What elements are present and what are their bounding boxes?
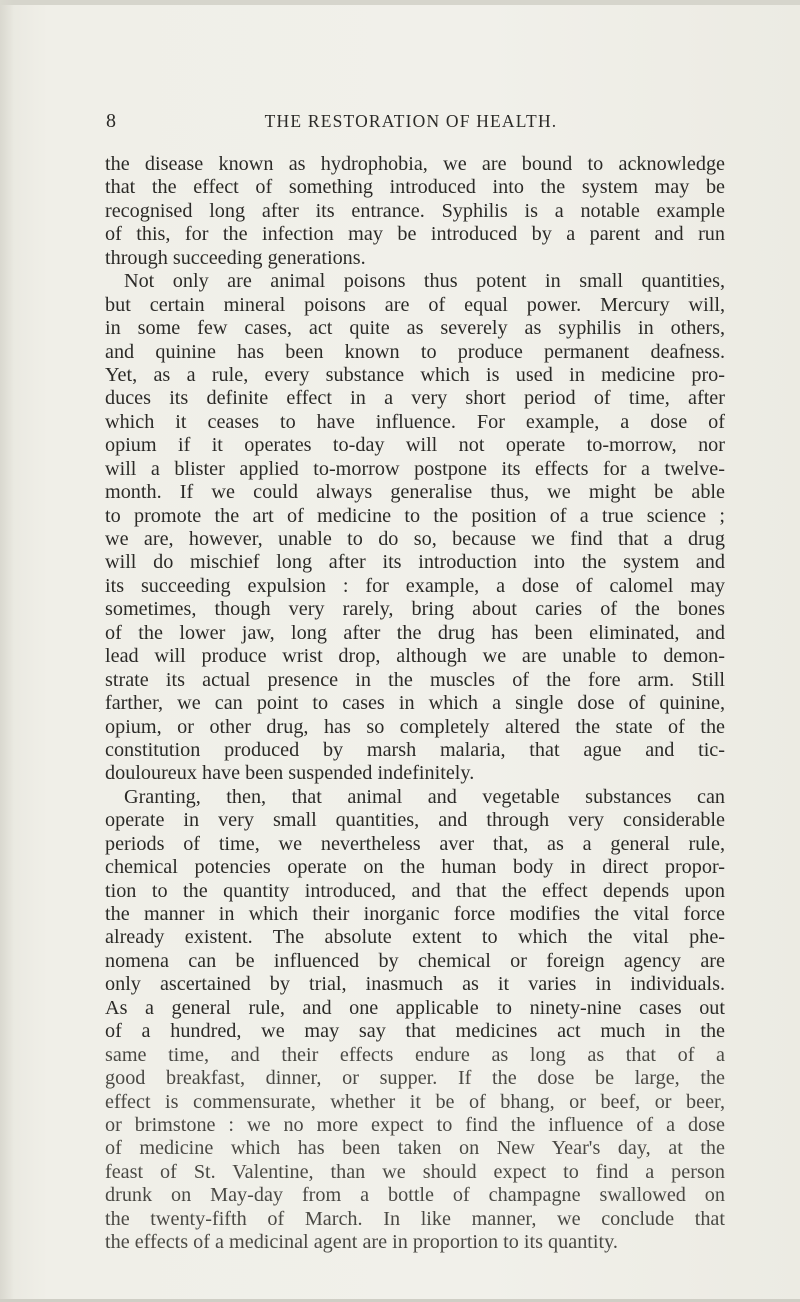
text-line: tion to the quantity introduced, and that the effect depends upon [105,879,725,902]
text-line: in some few cases, act quite as severely as syphilis in others, [105,317,725,340]
text-line: opium if it operates to-day will not operate to-morrow, nor [105,434,725,457]
text-line: periods of time, we nevertheless aver that, as a general rule, [105,832,725,855]
text-line: farther, we can point to cases in which a single dose of quinine, [105,692,725,715]
text-line: but certain mineral poisons are of equal power. Mercury will, [105,293,725,316]
text-line: the manner in which their inorganic force modifies the vital force [105,903,725,925]
text-line: Not only are animal poisons thus potent in small quantities, [124,270,725,293]
text-line: month. If we could always generalise thus, we might be able [105,481,725,504]
text-line: Granting, then, that animal and vegetable substances can [124,785,725,808]
running-head: THE RESTORATION OF HEALTH. [264,111,558,131]
text-line: will do mischief long after its introduction into the system and [105,551,725,574]
page-number: 8 [106,110,117,132]
text-line: of the lower jaw, long after the drug has been eliminated, and [105,621,725,644]
top-page-edge [0,0,800,5]
text-line: chemical potencies operate on the human body in direct propor- [105,856,725,879]
text-line: lead will produce wrist drop, although we are unable to demon- [105,645,725,668]
text-line: sometimes, though very rarely, bring about caries of the bones [105,598,725,621]
text-line: already existent. The absolute extent to which the vital phe- [105,926,725,949]
text-line: nomena can be influenced by chemical or foreign agency are [105,949,725,972]
text-line: to promote the art of medicine to the position of a true science ; [105,504,725,527]
text-line: operate in very small quantities, and through very considerable [105,809,725,832]
text-line: Yet, as a rule, every substance which is used in medicine pro- [105,363,725,386]
gutter-shadow [0,0,14,1302]
page-header [106,110,716,134]
text-line: recognised long after its entrance. Syphilis is a notable example [105,199,725,222]
text-line: through succeeding generations. [105,246,366,269]
text-line: we are, however, unable to do so, because we find that a drug [105,528,725,550]
text-line: feast of St. Valentine, than we should expect to find a person [105,1160,725,1183]
text-line: drunk on May-day from a bottle of champagne swallowed on [105,1184,725,1207]
text-line: good breakfast, dinner, or supper. If the dose be large, the [105,1067,725,1090]
text-line: effect is commensurate, whether it be of bhang, or beef, or beer, [105,1090,725,1113]
text-line: or brimstone : we no more expect to find the influence of a dose [105,1113,725,1136]
text-line: the effects of a medicinal agent are in proportion to its quantity. [105,1231,618,1254]
text-line: only ascertained by trial, inasmuch as it varies in individuals. [105,973,725,996]
text-line: the twenty-fifth of March. In like manner, we conclude that [105,1207,725,1230]
text-line: of this, for the infection may be introduced by a parent and run [105,223,725,246]
text-line: opium, or other drug, has so completely altered the state of the [105,715,725,738]
text-line: As a general rule, and one applicable to ninety-nine cases out [105,996,725,1019]
text-line: of medicine which has been taken on New Year's day, at the [105,1137,725,1160]
text-line: its succeeding expulsion : for example, a dose of calomel may [105,574,725,597]
text-line: strate its actual presence in the muscles of the fore arm. Still [105,668,725,691]
text-line: that the effect of something introduced into the system may be [105,176,725,199]
text-line: douloureux have been suspended indefinitely. [105,762,475,785]
text-line: and quinine has been known to produce permanent deafness. [105,340,725,363]
text-line: duces its definite effect in a very short period of time, after [105,387,725,410]
body-text [105,153,725,1255]
text-line: constitution produced by marsh malaria, that ague and tic- [105,738,725,761]
text-line: the disease known as hydrophobia, we are bound to acknowledge [105,153,725,175]
text-line: will a blister applied to-morrow postpone its effects for a twelve- [105,457,725,480]
text-line: same time, and their effects endure as long as that of a [105,1043,725,1066]
text-line: of a hundred, we may say that medicines act much in the [105,1020,725,1043]
text-line: which it ceases to have influence. For example, a dose of [105,410,725,433]
